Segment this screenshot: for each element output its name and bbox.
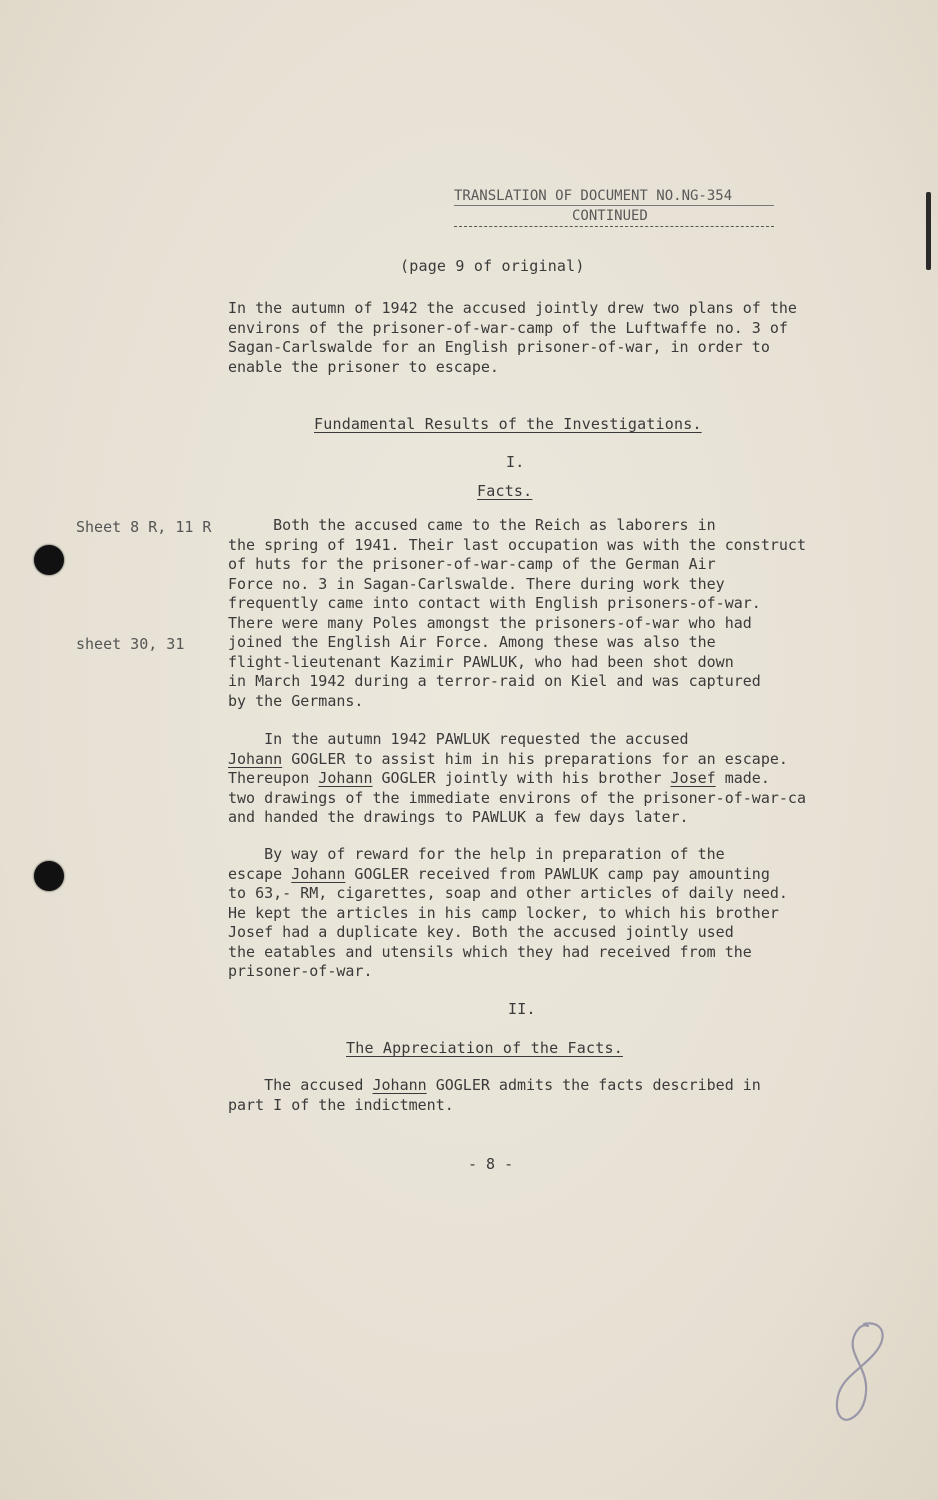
text-line: Both the accused came to the Reich as laborers in [228, 516, 716, 534]
section-title: Facts. [477, 482, 533, 500]
text-line: There were many Poles amongst the prisoners-of-war who had [228, 613, 752, 632]
section-title: The Appreciation of the Facts. [346, 1039, 623, 1057]
text-line: by the Germans. [228, 691, 364, 710]
text-line: frequently came into contact with English prisoners-of-war. [228, 594, 761, 612]
text-line: enable the prisoner to escape. [228, 357, 499, 376]
header-rule [454, 205, 774, 206]
text-line: In the autumn 1942 PAWLUK requested the accused [228, 730, 689, 748]
text-line: Force no. 3 in Sagan-Carlswalde. There during work they [228, 574, 725, 593]
name-underlined: Johann [318, 769, 373, 787]
text-line: to 63,- RM, cigarettes, soap and other articles of daily need. [228, 884, 788, 902]
text-line: Sagan-Carlswalde for an English prisoner-of-war, in order to [228, 338, 770, 356]
text-line: environs of the prisoner-of-war-camp of the Luftwaffe no. 3 of [228, 318, 788, 337]
header-title: TRANSLATION OF DOCUMENT NO.NG-354 [454, 188, 733, 204]
text-line: He kept the articles in his camp locker, to which his brother [228, 903, 779, 922]
section-numeral: I. [506, 453, 525, 471]
name-underlined: Josef [670, 769, 716, 787]
section-numeral: II. [508, 1000, 536, 1018]
edge-mark [926, 192, 931, 270]
text-line: Johann GOGLER to assist him in his preparations for an escape. [228, 749, 788, 768]
text-line: escape Johann GOGLER received from PAWLUK camp pay amounting [228, 864, 770, 883]
text-line: the eatables and utensils which they had received from the [228, 942, 752, 961]
text-line: Josef had a duplicate key. Both the accused jointly used [228, 923, 734, 941]
name-underlined: Johann [228, 749, 283, 768]
text-line: By way of reward for the help in preparation of the [228, 845, 725, 863]
text-line: the spring of 1941. Their last occupation was with the construct [228, 535, 806, 554]
text-line: two drawings of the immediate environs of the prisoner-of-war-ca [228, 788, 806, 807]
pencil-page-mark [812, 1318, 892, 1428]
text-line: and handed the drawings to PAWLUK a few days later. [228, 808, 689, 826]
punch-hole [34, 545, 64, 575]
margin-note: Sheet 8 R, 11 R [76, 518, 212, 536]
text-line: prisoner-of-war. [228, 962, 373, 980]
text-line: In the autumn of 1942 the accused jointly drew two plans of the [228, 299, 797, 317]
name-underlined: Johann [372, 1076, 427, 1094]
page-number: - 8 - [468, 1155, 514, 1173]
margin-note: sheet 30, 31 [76, 635, 185, 653]
text-line: joined the English Air Force. Among these was also the [228, 633, 716, 651]
name-underlined: Johann [291, 864, 346, 883]
text-line: in March 1942 during a terror-raid on Kiel and was captured [228, 672, 761, 690]
text-line: of huts for the prisoner-of-war-camp of the German Air [228, 555, 716, 573]
punch-hole [34, 861, 64, 891]
text-line: part I of the indictment. [228, 1095, 454, 1114]
page-reference: (page 9 of original) [400, 257, 585, 275]
text-line: The accused Johann GOGLER admits the facts described in [228, 1076, 761, 1094]
fundamental-results-title: Fundamental Results of the Investigations. [314, 415, 702, 433]
header-continued: CONTINUED [572, 208, 648, 224]
text-line: Thereupon Johann GOGLER jointly with his brother Josef made. [228, 769, 770, 787]
text-line: flight-lieutenant Kazimir PAWLUK, who had been shot down [228, 652, 734, 671]
header-dashed-rule [454, 226, 774, 227]
